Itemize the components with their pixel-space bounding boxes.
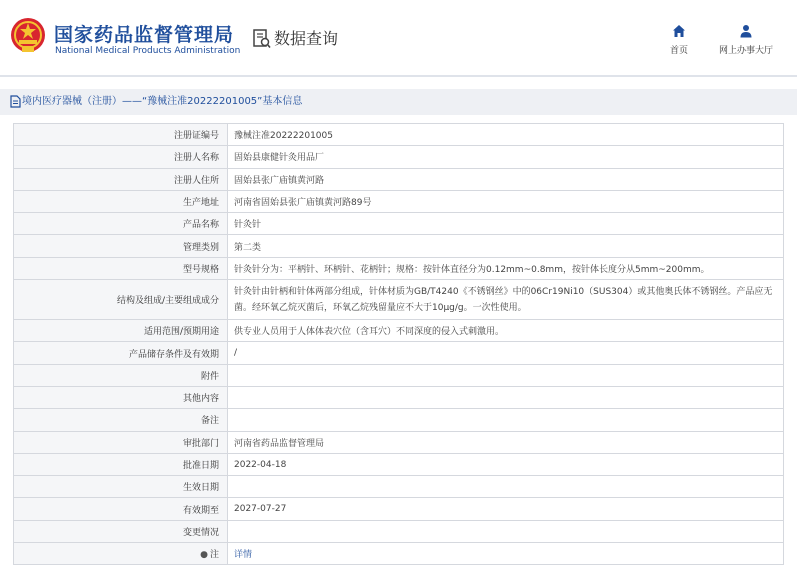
table-row — [14, 124, 784, 146]
table-row — [14, 342, 784, 364]
field-value — [228, 364, 784, 386]
detail-table — [13, 123, 784, 565]
table-row — [14, 257, 784, 279]
field-label: 生效日期 — [14, 476, 228, 498]
table-row — [14, 498, 784, 520]
nav-home-label: 首页 — [669, 46, 688, 56]
table-row — [14, 235, 784, 257]
field-value — [228, 476, 784, 498]
table-row — [14, 146, 784, 168]
site-name-cn[interactable]: 国家药品监督管理局 — [54, 24, 235, 46]
field-label: 管理类别 — [14, 235, 228, 257]
field-value: 针灸针由针柄和针体两部分组成，针体材质为GB/T4240《不锈钢丝》中的06Cr19Ni10（SUS304）或其他奥氏体不锈钢丝。产品应无菌。经环氧乙烷灭菌后，环氧乙烷残留量应不大于10μg/g。一次性使用。 — [228, 280, 784, 320]
field-value: 固始县张广庙镇黄河路 — [228, 168, 784, 190]
field-label: 型号规格 — [14, 257, 228, 279]
site-header — [0, 0, 797, 75]
table-row — [14, 520, 784, 542]
note-label: 注 — [209, 550, 219, 561]
table-row — [14, 168, 784, 190]
table-row — [14, 453, 784, 475]
nav-online-office[interactable] — [711, 24, 781, 56]
table-row — [14, 431, 784, 453]
field-value — [228, 409, 784, 431]
table-row — [14, 364, 784, 386]
field-label: 结构及组成/主要组成成分 — [14, 280, 228, 320]
field-value: 固始县康健针灸用品厂 — [228, 146, 784, 168]
field-label: 注册证编号 — [14, 124, 228, 146]
document-search-icon — [253, 29, 271, 49]
field-value: 河南省药品监督管理局 — [228, 431, 784, 453]
detail-link[interactable]: 详情 — [234, 550, 253, 561]
field-value: 2022-04-18 — [228, 453, 784, 475]
field-label: 适用范围/预期用途 — [14, 320, 228, 342]
field-label: 变更情况 — [14, 520, 228, 542]
table-row — [14, 190, 784, 212]
field-value: 2027-07-27 — [228, 498, 784, 520]
field-label: 其他内容 — [14, 386, 228, 408]
header-divider — [0, 75, 797, 77]
nav-home[interactable] — [644, 24, 714, 56]
field-label: 有效期至 — [14, 498, 228, 520]
person-icon — [739, 24, 753, 38]
field-label: 附件 — [14, 364, 228, 386]
note-label-cell — [14, 543, 228, 565]
breadcrumb: 境内医疗器械（注册）——“豫械注准20222201005”基本信息 — [22, 96, 303, 107]
field-value: 供专业人员用于人体体表穴位（含耳穴）不同深度的侵入式刺激用。 — [228, 320, 784, 342]
note-row — [14, 543, 784, 565]
field-label: 备注 — [14, 409, 228, 431]
home-icon — [672, 24, 686, 38]
query-title-text: 数据查询 — [274, 29, 339, 48]
field-label: 批准日期 — [14, 453, 228, 475]
field-value — [228, 386, 784, 408]
field-label: 注册人名称 — [14, 146, 228, 168]
bullet-icon: ● — [200, 550, 208, 561]
field-label: 注册人住所 — [14, 168, 228, 190]
table-row — [14, 213, 784, 235]
field-value — [228, 520, 784, 542]
field-label: 生产地址 — [14, 190, 228, 212]
table-row — [14, 280, 784, 320]
table-row — [14, 476, 784, 498]
field-value: 针灸针 — [228, 213, 784, 235]
site-name-en[interactable]: National Medical Products Administration — [55, 46, 241, 56]
field-label: 产品名称 — [14, 213, 228, 235]
field-value: / — [228, 342, 784, 364]
nav-online-office-label: 网上办事大厅 — [718, 46, 773, 56]
table-row — [14, 320, 784, 342]
table-row — [14, 409, 784, 431]
field-label: 产品储存条件及有效期 — [14, 342, 228, 364]
field-value: 河南省固始县张广庙镇黄河路89号 — [228, 190, 784, 212]
note-value-cell — [228, 543, 784, 565]
table-row — [14, 386, 784, 408]
field-label: 审批部门 — [14, 431, 228, 453]
field-value: 豫械注准20222201005 — [228, 124, 784, 146]
national-emblem-icon — [10, 17, 46, 55]
field-value: 第二类 — [228, 235, 784, 257]
document-icon — [10, 95, 21, 108]
field-value: 针灸针分为：平柄针、环柄针、花柄针；规格：按针体直径分为0.12mm~0.8mm，按针体长度分从5mm~200mm。 — [228, 257, 784, 279]
